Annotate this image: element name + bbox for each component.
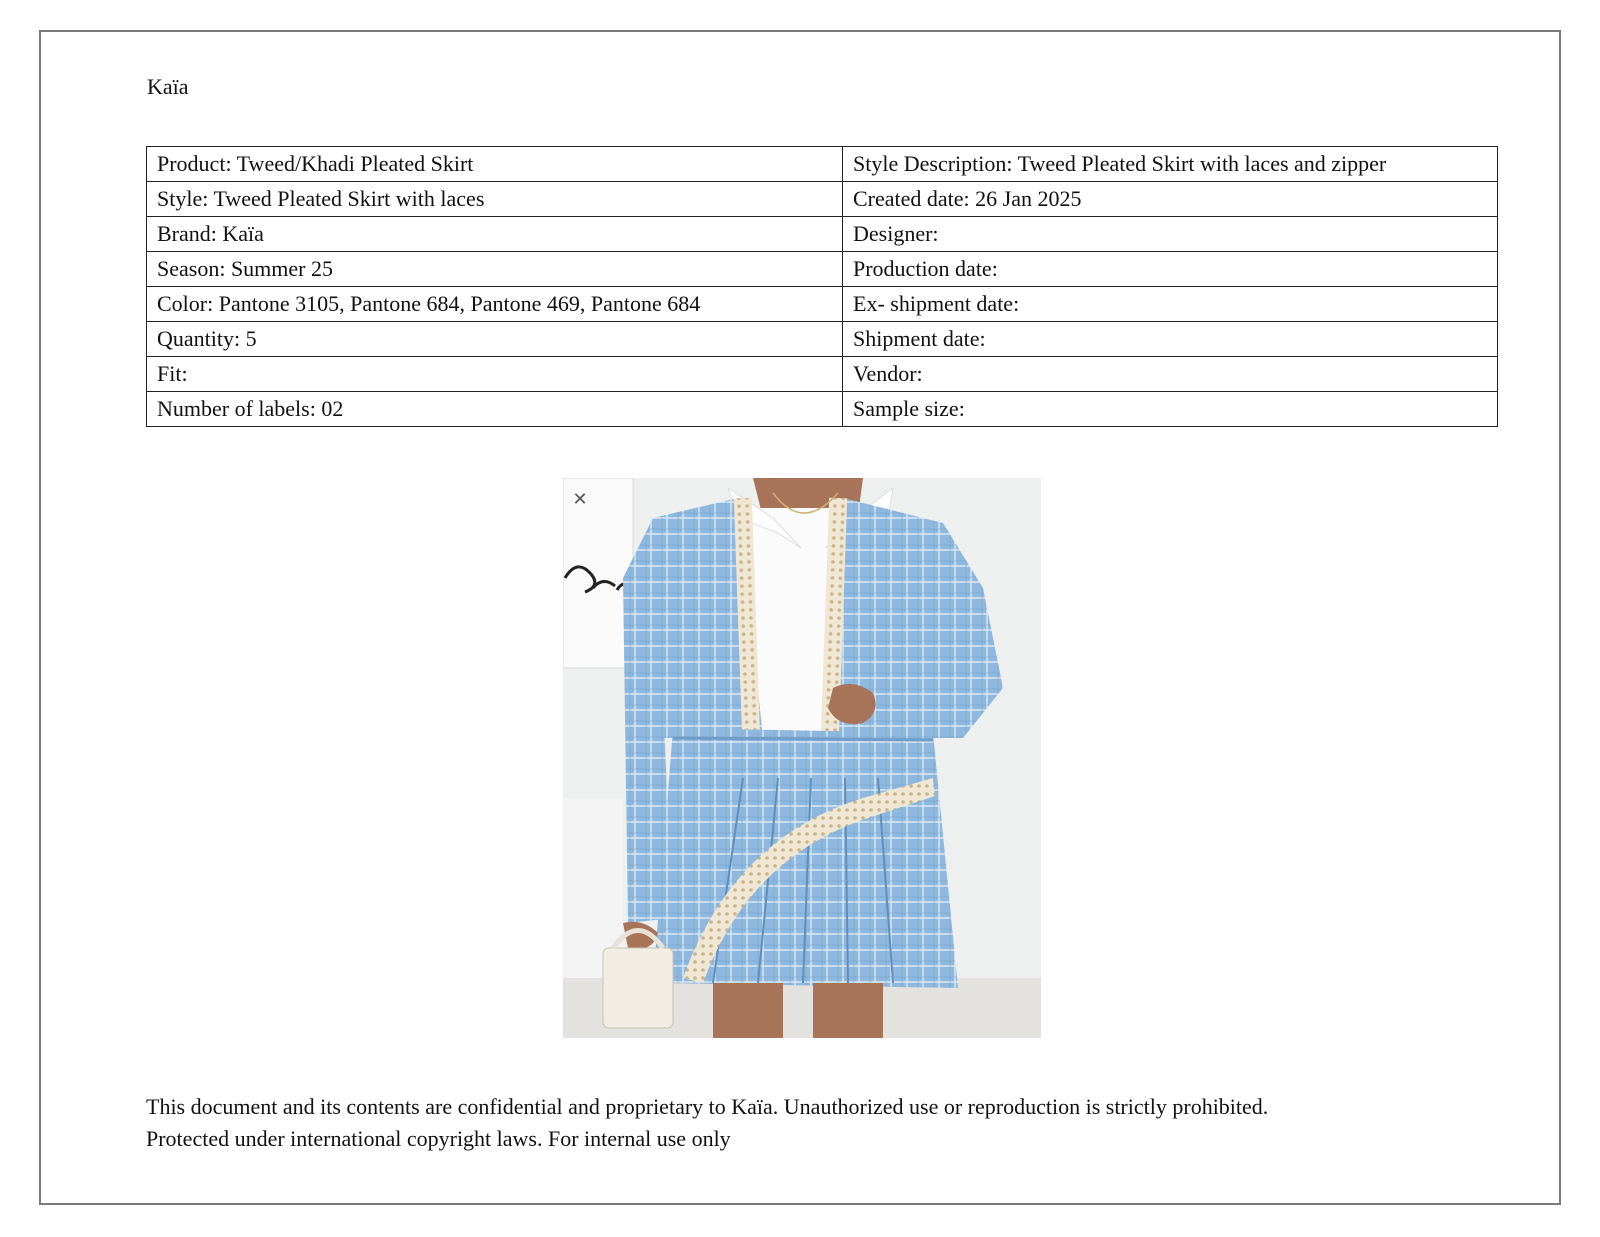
table-row [147, 252, 1498, 287]
table-cell: Number of labels: 02 [147, 392, 843, 427]
table-cell: Designer: [843, 217, 1498, 252]
confidentiality-notice [146, 1091, 1506, 1155]
table-cell: Fit: [147, 357, 843, 392]
table-row [147, 147, 1498, 182]
table-cell: Style: Tweed Pleated Skirt with laces [147, 182, 843, 217]
table-cell: Vendor: [843, 357, 1498, 392]
spec-table [146, 146, 1498, 427]
table-row [147, 357, 1498, 392]
table-row [147, 287, 1498, 322]
table-cell: Shipment date: [843, 322, 1498, 357]
table-cell: Quantity: 5 [147, 322, 843, 357]
table-row [147, 182, 1498, 217]
table-cell: Season: Summer 25 [147, 252, 843, 287]
table-row [147, 322, 1498, 357]
table-cell: Production date: [843, 252, 1498, 287]
close-icon[interactable]: ✕ [572, 489, 588, 510]
product-photo [563, 478, 1041, 1038]
notice-line: This document and its contents are confidential and proprietary to Kaïa. Unauthorized use or reproduction is strictly prohibited. [146, 1094, 1269, 1119]
table-cell: Ex- shipment date: [843, 287, 1498, 322]
notice-line: Protected under international copyright laws. For internal use only [146, 1126, 731, 1151]
table-row [147, 392, 1498, 427]
table-row [147, 217, 1498, 252]
table-cell: Color: Pantone 3105, Pantone 684, Pantone 469, Pantone 684 [147, 287, 843, 322]
table-cell: Created date: 26 Jan 2025 [843, 182, 1498, 217]
table-cell: Brand: Kaïa [147, 217, 843, 252]
table-cell: Sample size: [843, 392, 1498, 427]
table-cell: Style Description: Tweed Pleated Skirt with laces and zipper [843, 147, 1498, 182]
table-cell: Product: Tweed/Khadi Pleated Skirt [147, 147, 843, 182]
brand-heading: Kaïa [147, 74, 189, 99]
